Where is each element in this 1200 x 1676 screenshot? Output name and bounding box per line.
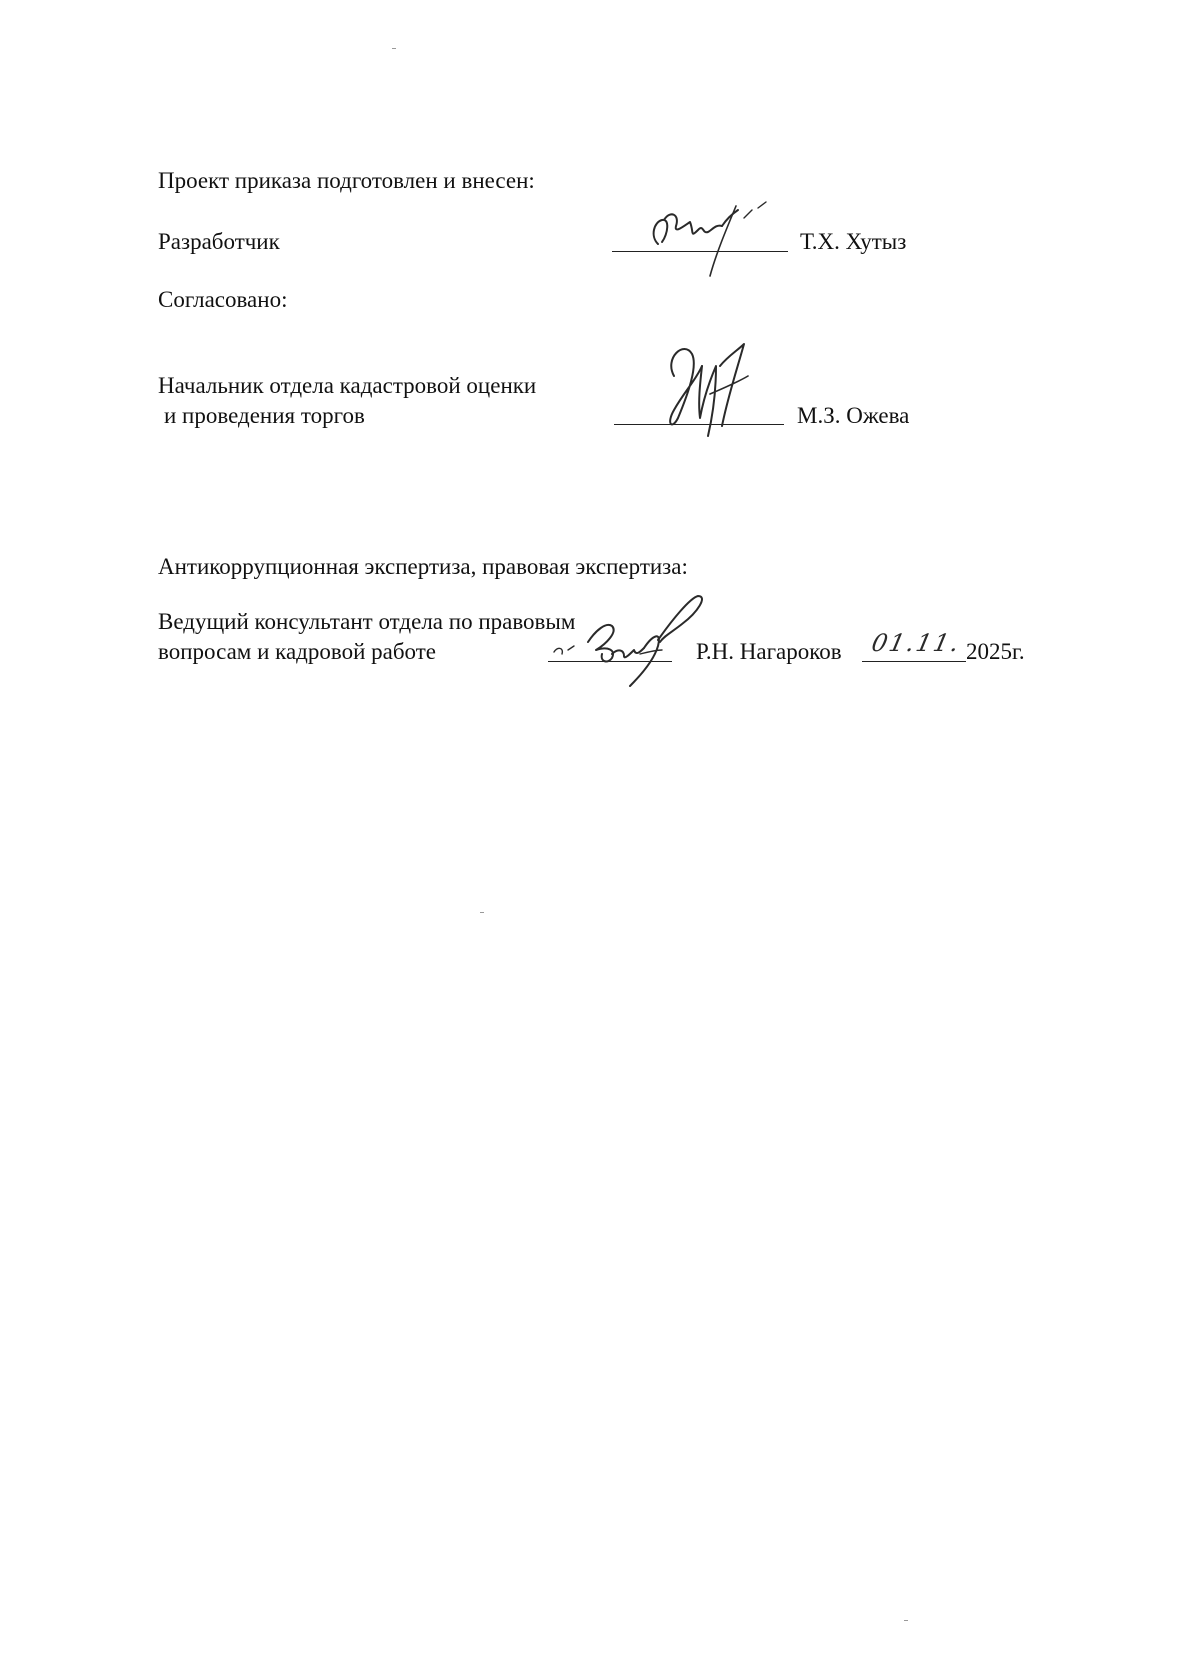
consultant-name: Р.Н. Нагароков bbox=[696, 639, 842, 664]
agreed-label: Согласовано: bbox=[158, 287, 288, 312]
year-suffix: 2025г. bbox=[966, 639, 1025, 664]
developer-name: Т.Х. Хутыз bbox=[800, 229, 907, 254]
scan-speck bbox=[392, 48, 396, 49]
head-signature bbox=[644, 336, 764, 446]
prepared-by-heading: Проект приказа подготовлен и внесен: bbox=[158, 168, 535, 193]
consultant-role-line1: Ведущий консультант отдела по правовым bbox=[158, 609, 576, 634]
consultant-role-line2: вопросам и кадровой работе bbox=[158, 639, 437, 664]
head-role-line1: Начальник отдела кадастровой оценки bbox=[158, 373, 537, 398]
consultant-signature bbox=[548, 590, 718, 690]
developer-signature bbox=[640, 196, 770, 292]
head-role-line2: и проведения торгов bbox=[164, 403, 365, 428]
date-underline bbox=[862, 661, 966, 662]
developer-role: Разработчик bbox=[158, 229, 280, 254]
head-name: М.З. Ожева bbox=[797, 403, 910, 428]
scan-speck bbox=[904, 1620, 908, 1621]
scan-speck bbox=[480, 912, 484, 913]
expertise-label: Антикоррупционная экспертиза, правовая экспертиза: bbox=[158, 554, 688, 579]
handwritten-date: 01.11. bbox=[869, 629, 964, 657]
